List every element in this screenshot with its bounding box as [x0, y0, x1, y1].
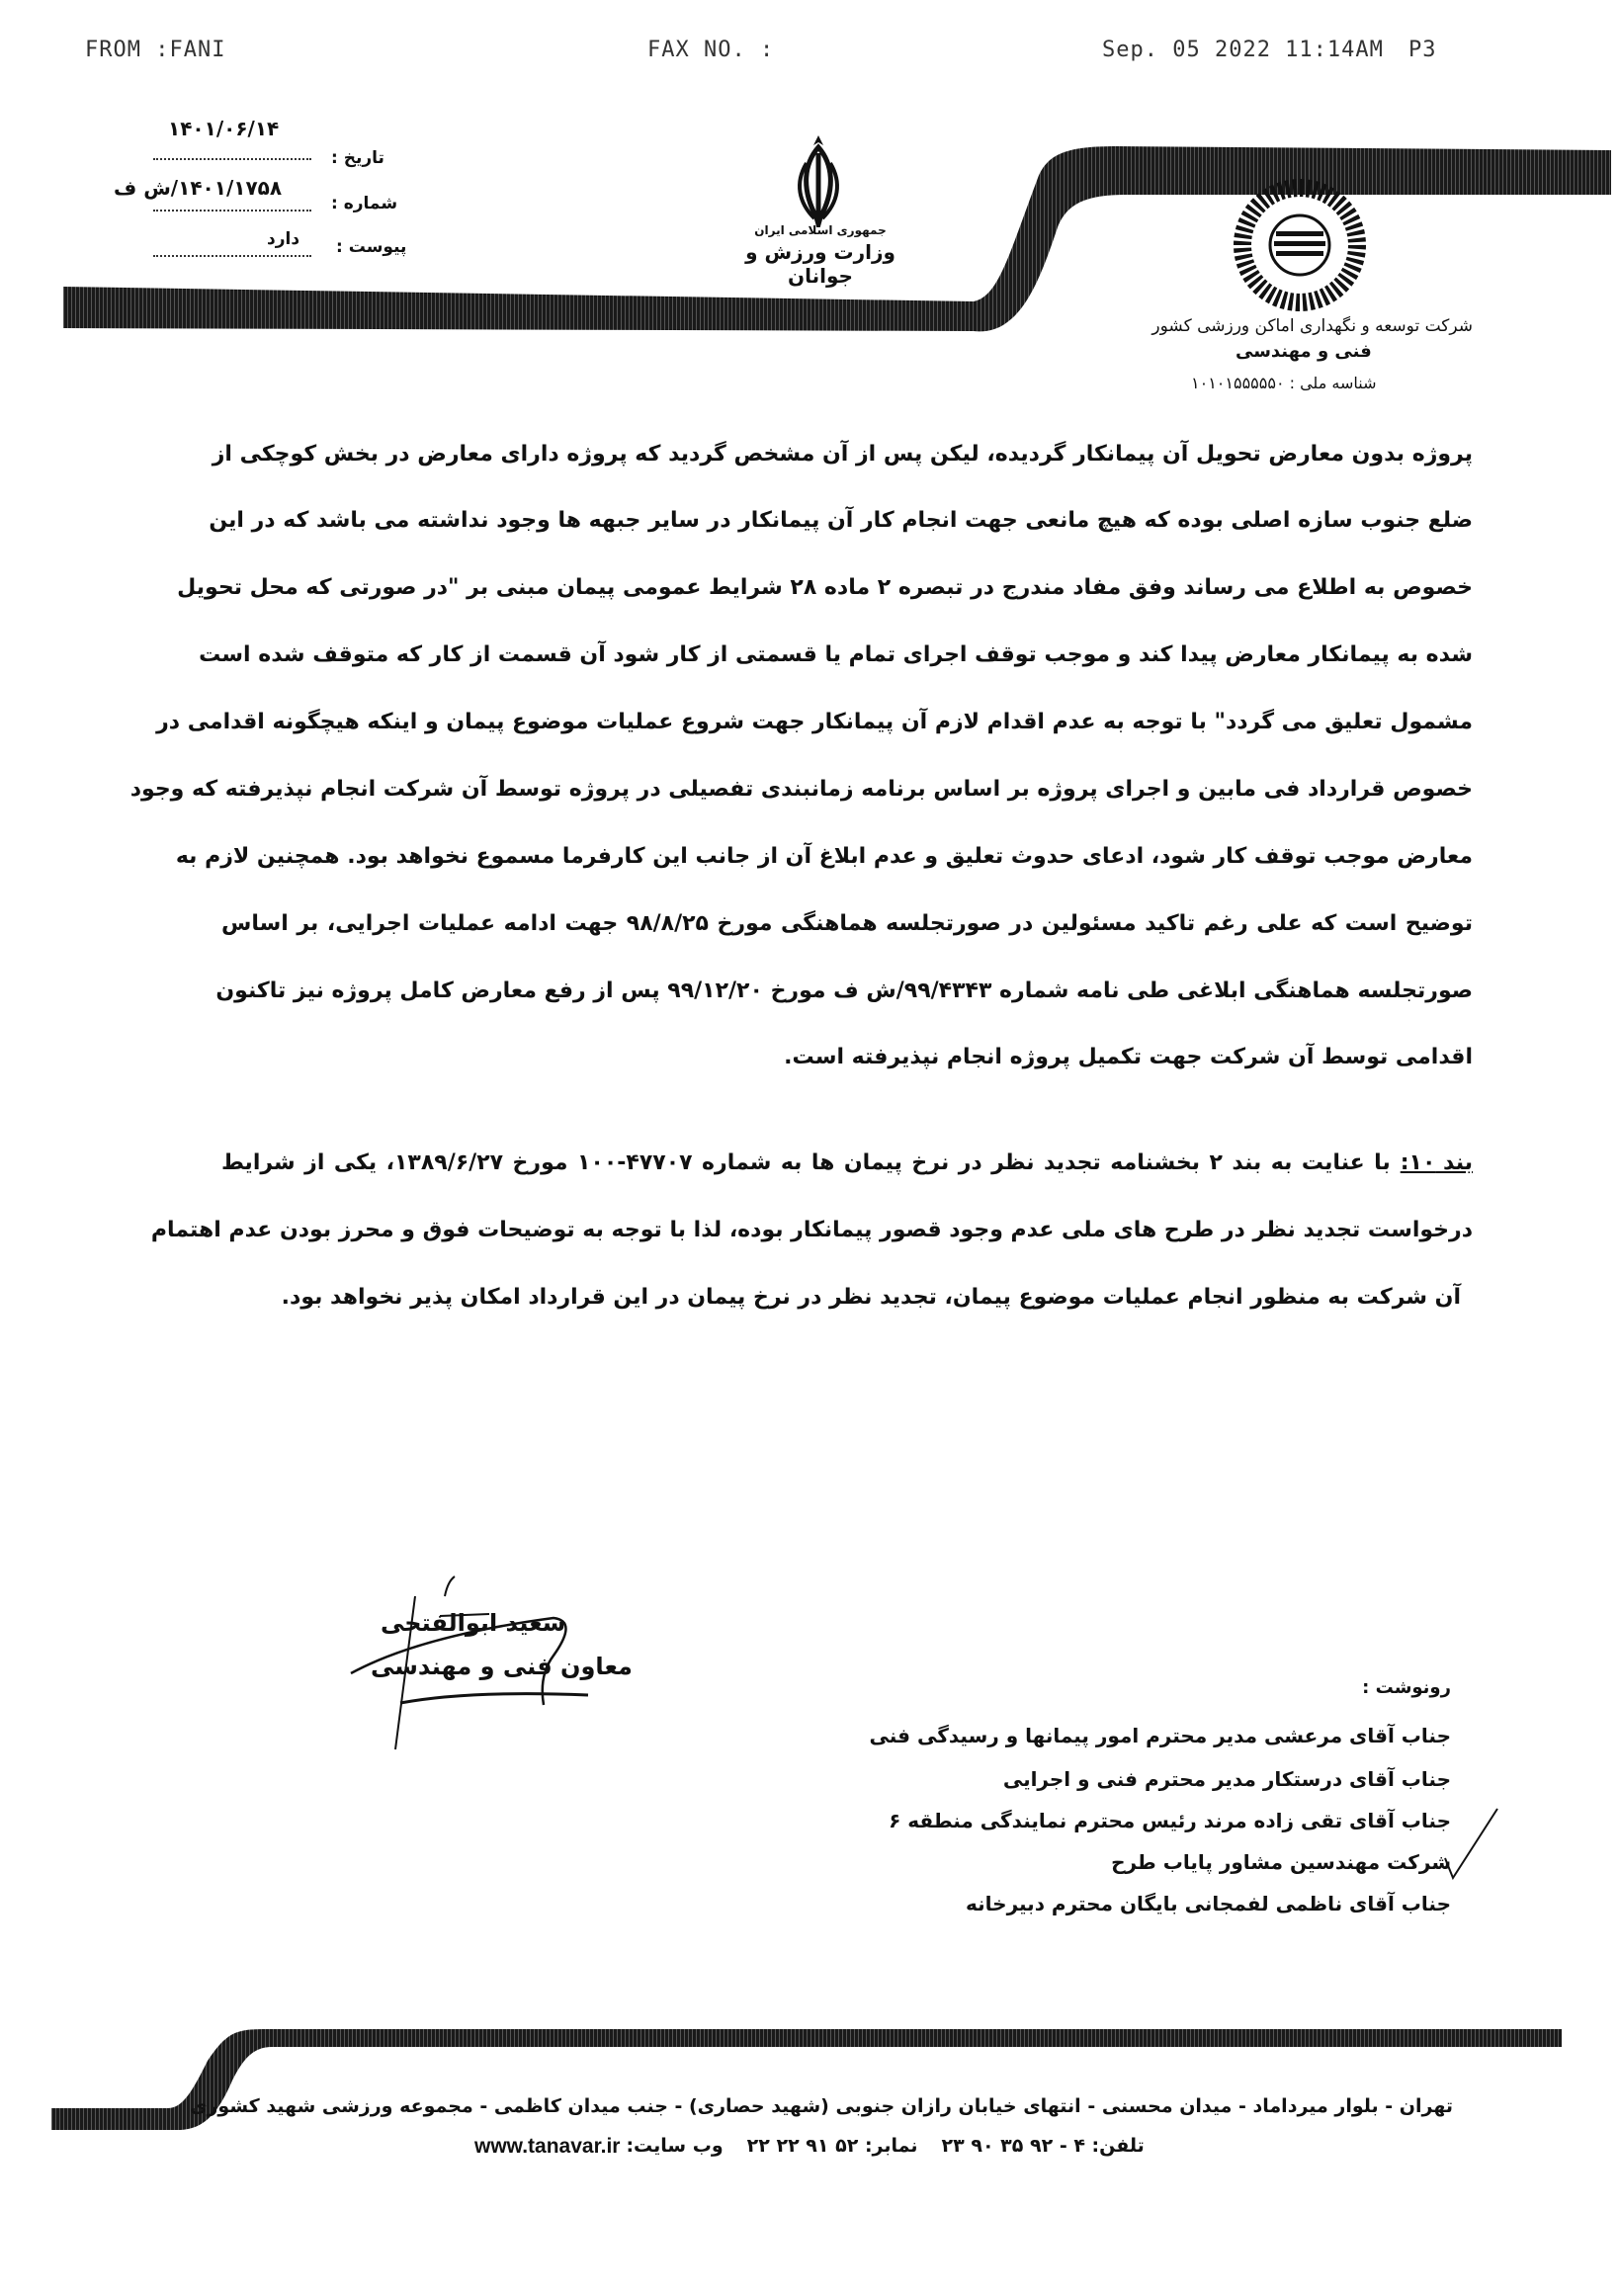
footer-address: تهران - بلوار میرداماد - میدان محسنی - انتهای خیابان رازان جنوبی (شهید حصاری) - جنب میدان کاظمی - مجموعه ورزشی شهید کشوری: [190, 2095, 1453, 2117]
body-line: مشمول تعلیق می گردد" با توجه به عدم اقدام لازم آن پیمانکار جهت شروع عملیات موضوع پیمان و اینکه هیچگونه اقدامی در: [156, 710, 1473, 734]
number-label: شماره :: [331, 194, 398, 213]
body-line: ضلع جنوب سازه اصلی بوده که هیچ مانعی جهت انجام کار آن پیمانکار در سایر جبهه ها وجود نداشته می باشد که در این: [209, 508, 1473, 533]
ministry-name: وزارت ورزش و جوانان: [745, 240, 895, 288]
cc-recipient: جناب آقای درستکار مدیر محترم فنی و اجرایی: [1002, 1767, 1451, 1791]
fax-timestamp: Sep. 05 2022 11:14AM: [1102, 38, 1384, 62]
body-line: اقدامی توسط آن شرکت جهت تکمیل پروژه انجام نپذیرفته است.: [784, 1045, 1473, 1069]
clause-line: درخواست تجدید نظر در طرح های ملی عدم وجود قصور پیمانکار بوده، لذا با توجه به توضیحات فوق و محرز بودن عدم اهتمام: [150, 1218, 1473, 1242]
cc-label: رونوشت :: [1362, 1677, 1451, 1698]
body-line: پروژه بدون معارض تحویل آن پیمانکار گردیده، لیکن پس از آن مشخص گردید که پروژه دارای معارض در بخش کوچکی از: [212, 442, 1473, 467]
cc-recipient: شرکت مهندسین مشاور پایاب طرح: [1111, 1850, 1451, 1874]
body-line: صورتجلسه هماهنگی ابلاغی طی نامه شماره ۹۹/۴۳۴۳/ش ف مورخ ۹۹/۱۲/۲۰ پس از رفع معارض کامل پروژه نیز تاکنون: [215, 978, 1473, 1003]
attachment-label: پیوست :: [336, 237, 407, 257]
ministry-country: جمهوری اسلامی ایران: [754, 223, 887, 237]
company-national-id: شناسه ملی : ۱۰۱۰۱۵۵۵۵۵۰: [1191, 374, 1377, 392]
attachment-value: دارد: [267, 229, 300, 249]
clause-label: بند ۱۰:: [1400, 1150, 1473, 1175]
clause-first-line: [221, 1148, 1473, 1178]
checkmark-icon: [1443, 1804, 1502, 1883]
number-value: ۱۴۰۱/۱۷۵۸/ش ف: [114, 176, 283, 200]
cc-recipient: جناب آقای مرعشی مدیر محترم امور پیمانها و رسیدگی فنی: [869, 1724, 1451, 1747]
footer-band: [0, 2021, 1619, 2140]
footer-contact: [474, 2135, 1145, 2159]
body-line: معارض موجب توقف کار شود، ادعای حدوث تعلیق و عدم ابلاغ آن از جانب این کارفرما مسموع نخواهد بود. همچنین لازم به: [175, 844, 1473, 869]
body-line: شده به پیمانکار معارض پیدا کند و موجب توقف اجرای تمام یا قسمتی از کار شود آن قسمت از کار که متوقف شده است: [199, 642, 1473, 667]
clause-line: آن شرکت به منظور انجام عملیات موضوع پیمان، تجدید نظر در نرخ پیمان در این قرارداد امکان پذیر نخواهد بود.: [281, 1285, 1461, 1310]
clause-text: با عنایت به بند ۲ بخشنامه تجدید نظر در نرخ پیمان ها به شماره ۴۷۷۰۷-۱۰۰ مورخ ۱۳۸۹/۶/۲۷، یکی از شرایط: [221, 1150, 1391, 1175]
fax-page: P3: [1408, 38, 1437, 62]
footer-phone: تلفن: ۴ - ۹۲ ۳۵ ۹۰ ۲۳: [941, 2135, 1145, 2157]
date-label: تاریخ :: [331, 148, 384, 168]
footer-website-label: وب سایت:: [626, 2135, 724, 2157]
footer-fax: نمابر: ۵۲ ۹۱ ۲۲ ۲۲: [746, 2135, 918, 2157]
footer-website-link[interactable]: www.tanavar.ir: [474, 2135, 621, 2158]
body-line: خصوص به اطلاع می رساند وفق مفاد مندرج در تبصره ۲ ماده ۲۸ شرایط عمومی پیمان مبنی بر "در صورتی که محل تحویل: [177, 575, 1473, 600]
body-line: توضیح است که علی رغم تاکید مسئولین در صورتجلسه هماهنگی مورخ ۹۸/۸/۲۵ جهت ادامه عملیات اجرایی، بر اساس: [221, 911, 1473, 936]
date-value: ۱۴۰۱/۰۶/۱۴: [168, 117, 280, 140]
signatory-title: معاون فنی و مهندسی: [371, 1653, 633, 1680]
company-name: شرکت توسعه و نگهداری اماکن ورزشی کشور: [1151, 316, 1473, 336]
body-line: خصوص قرارداد فی مابین و اجرای پروژه بر اساس برنامه زمانبندی تفصیلی در پروژه توسط آن شرکت انجام نپذیرفته که وجود: [129, 777, 1473, 802]
fax-from: FROM :FANI: [85, 38, 226, 62]
signatory-name: سعید ابوالفتحی: [381, 1609, 566, 1637]
cc-recipient: جناب آقای تقی زاده مرند رئیس محترم نمایندگی منطقه ۶: [889, 1809, 1451, 1832]
header-band: [0, 138, 1619, 341]
company-logo-icon: [1231, 176, 1369, 314]
cc-recipient: جناب آقای ناظمی لفمجانی بایگان محترم دبیرخانه: [966, 1892, 1451, 1915]
fax-number: FAX NO. :: [647, 38, 775, 62]
company-department: فنی و مهندسی: [1236, 341, 1372, 362]
